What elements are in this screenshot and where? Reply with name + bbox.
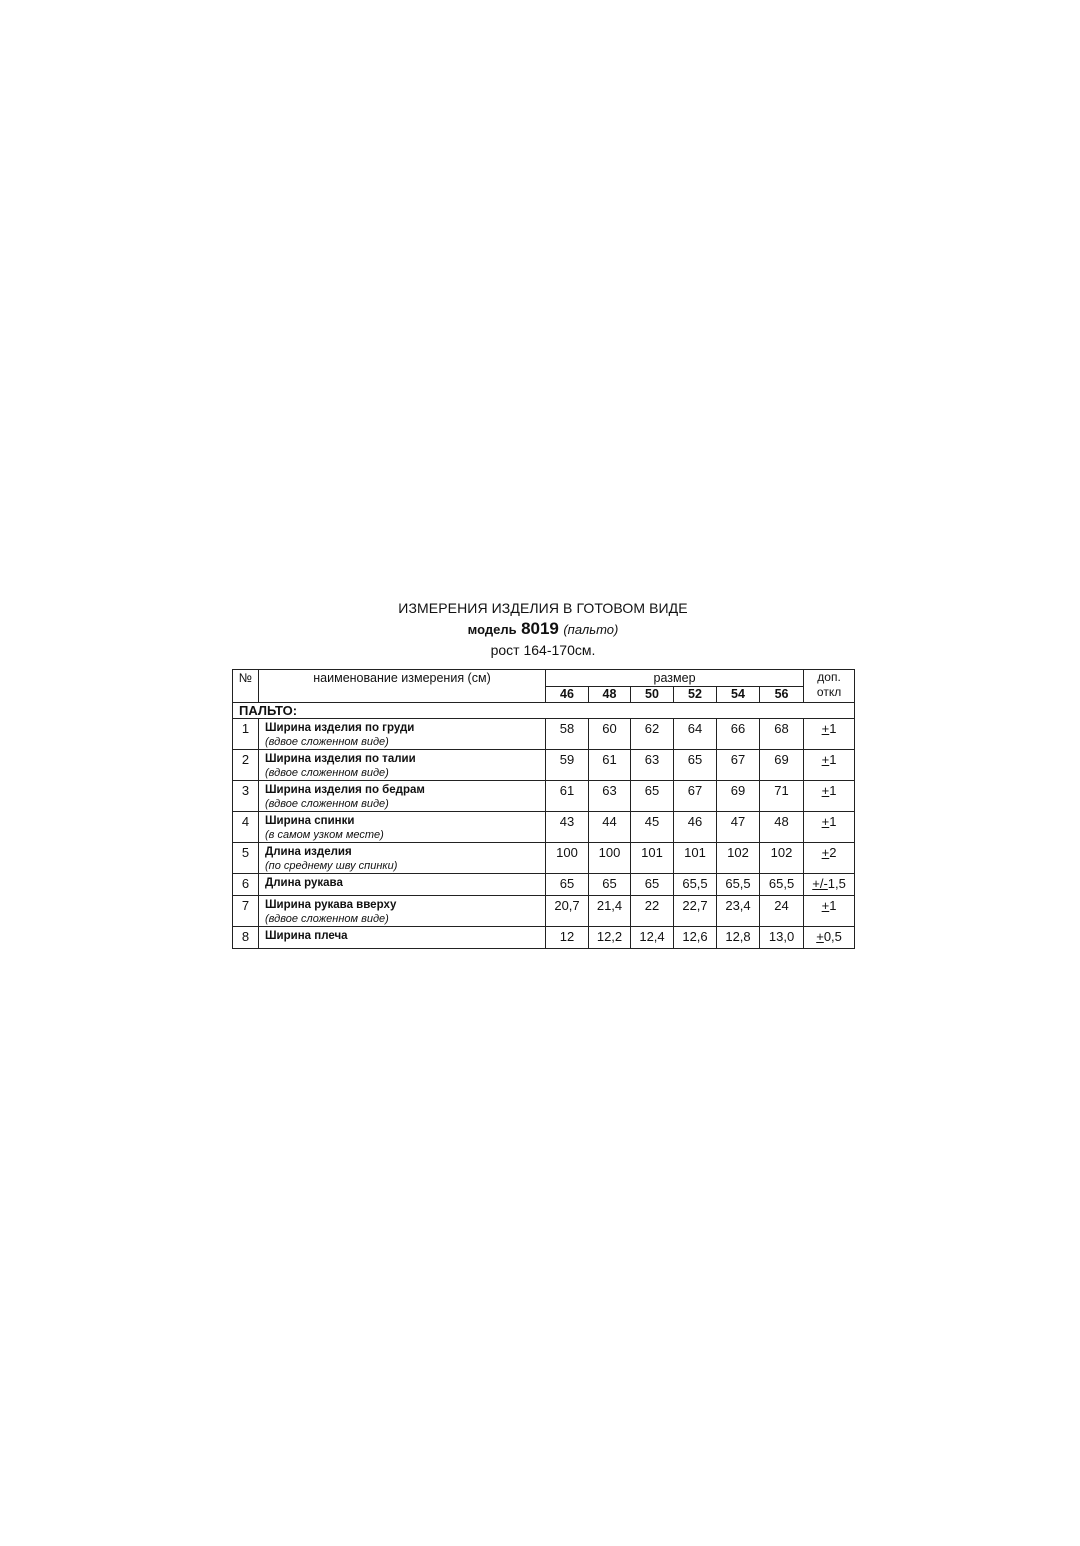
size-value: 22,7 (674, 896, 717, 927)
col-tolerance-header (804, 670, 855, 703)
size-value: 61 (589, 750, 631, 781)
size-value: 65 (546, 874, 589, 896)
tolerance-cell (804, 927, 855, 949)
size-value: 102 (717, 843, 760, 874)
size-value: 65 (674, 750, 717, 781)
measurement-name: Ширина изделия по талии (265, 753, 416, 765)
row-number: 4 (233, 812, 259, 843)
size-value: 61 (546, 781, 589, 812)
size-header: 46 (546, 687, 589, 703)
document-header (232, 598, 854, 659)
measurement-name-cell (259, 874, 546, 896)
tolerance-sign: + (821, 845, 830, 860)
measurement-name-cell (259, 750, 546, 781)
tolerance-cell (804, 719, 855, 750)
size-value: 47 (717, 812, 760, 843)
size-value: 12 (546, 927, 589, 949)
row-number: 6 (233, 874, 259, 896)
tolerance-sign: + (821, 721, 830, 736)
size-value: 59 (546, 750, 589, 781)
row-number: 5 (233, 843, 259, 874)
size-value: 69 (717, 781, 760, 812)
row-number: 8 (233, 927, 259, 949)
tolerance-cell (804, 812, 855, 843)
tolerance-value: 1 (829, 783, 837, 798)
size-value: 71 (760, 781, 804, 812)
size-value: 43 (546, 812, 589, 843)
size-value: 64 (674, 719, 717, 750)
tolerance-cell (804, 843, 855, 874)
size-value: 101 (631, 843, 674, 874)
size-value: 68 (760, 719, 804, 750)
size-value: 65,5 (717, 874, 760, 896)
tolerance-value: 2 (829, 845, 837, 860)
tolerance-value: 1 (829, 814, 837, 829)
size-header: 54 (717, 687, 760, 703)
table-row (233, 812, 855, 843)
tolerance-sign: + (821, 783, 830, 798)
model-line (232, 618, 854, 641)
tolerance-cell (804, 781, 855, 812)
measurement-name-cell (259, 927, 546, 949)
measurement-note: (вдвое сложенном виде) (265, 736, 389, 748)
size-header: 52 (674, 687, 717, 703)
tolerance-header-line1: доп. (817, 670, 841, 684)
size-value: 23,4 (717, 896, 760, 927)
header-row-1 (233, 670, 855, 687)
measurement-name: Ширина плеча (265, 930, 348, 942)
size-value: 46 (674, 812, 717, 843)
size-value: 12,4 (631, 927, 674, 949)
size-value: 12,8 (717, 927, 760, 949)
measurement-name-cell (259, 896, 546, 927)
size-value: 101 (674, 843, 717, 874)
tolerance-value: 1 (829, 721, 837, 736)
size-table (232, 669, 855, 949)
measurement-name: Ширина спинки (265, 815, 355, 827)
section-label: ПАЛЬТО: (233, 703, 855, 719)
tolerance-sign: +/- (812, 876, 828, 891)
tolerance-cell (804, 750, 855, 781)
table-row (233, 719, 855, 750)
table-row (233, 843, 855, 874)
size-value: 24 (760, 896, 804, 927)
size-value: 60 (589, 719, 631, 750)
size-value: 12,2 (589, 927, 631, 949)
table-row (233, 896, 855, 927)
size-value: 44 (589, 812, 631, 843)
size-value: 22 (631, 896, 674, 927)
measurement-name-cell (259, 843, 546, 874)
size-value: 67 (717, 750, 760, 781)
measurement-name-cell (259, 781, 546, 812)
tolerance-sign: + (816, 929, 824, 944)
size-value: 69 (760, 750, 804, 781)
measurement-name-cell (259, 812, 546, 843)
size-value: 58 (546, 719, 589, 750)
measurement-note: (по среднему шву спинки) (265, 860, 398, 872)
row-number: 1 (233, 719, 259, 750)
row-number: 7 (233, 896, 259, 927)
tolerance-value: 1 (829, 752, 837, 767)
row-number: 3 (233, 781, 259, 812)
model-number: 8019 (521, 619, 559, 638)
size-header: 48 (589, 687, 631, 703)
size-value: 63 (631, 750, 674, 781)
size-value: 12,6 (674, 927, 717, 949)
size-header: 56 (760, 687, 804, 703)
tolerance-header-line2: откл (816, 685, 842, 699)
table-row (233, 874, 855, 896)
section-row (233, 703, 855, 719)
size-value: 65 (631, 781, 674, 812)
tolerance-value: 1 (829, 898, 837, 913)
size-value: 63 (589, 781, 631, 812)
size-value: 100 (546, 843, 589, 874)
measurement-note: (вдвое сложенном виде) (265, 913, 389, 925)
tolerance-cell (804, 896, 855, 927)
size-value: 65 (589, 874, 631, 896)
tolerance-value: 1,5 (827, 876, 846, 891)
measurement-name: Ширина рукава вверху (265, 899, 397, 911)
size-value: 65,5 (760, 874, 804, 896)
size-value: 102 (760, 843, 804, 874)
model-note: (пальто) (563, 622, 619, 637)
table-row (233, 750, 855, 781)
measurement-name: Ширина изделия по бедрам (265, 784, 425, 796)
size-value: 65,5 (674, 874, 717, 896)
measurement-note: (вдвое сложенном виде) (265, 767, 389, 779)
tolerance-value: 0,5 (823, 929, 842, 944)
col-size-header: размер (546, 670, 804, 687)
size-value: 66 (717, 719, 760, 750)
size-value: 45 (631, 812, 674, 843)
table-row (233, 927, 855, 949)
tolerance-cell (804, 874, 855, 896)
measurement-name: Длина изделия (265, 846, 352, 858)
size-value: 13,0 (760, 927, 804, 949)
measurement-note: (в самом узком месте) (265, 829, 384, 841)
measurement-note: (вдвое сложенном виде) (265, 798, 389, 810)
size-value: 62 (631, 719, 674, 750)
document-title: ИЗМЕРЕНИЯ ИЗДЕЛИЯ В ГОТОВОМ ВИДЕ (398, 600, 688, 616)
height-range: рост 164-170см. (490, 642, 596, 658)
model-label: модель (467, 622, 517, 637)
size-value: 21,4 (589, 896, 631, 927)
size-value: 48 (760, 812, 804, 843)
tolerance-sign: + (821, 752, 830, 767)
tolerance-sign: + (821, 814, 830, 829)
col-name-header: наименование измерения (см) (259, 670, 546, 703)
size-value: 20,7 (546, 896, 589, 927)
measurement-name: Длина рукава (265, 877, 343, 889)
row-number: 2 (233, 750, 259, 781)
size-value: 100 (589, 843, 631, 874)
size-header: 50 (631, 687, 674, 703)
size-value: 67 (674, 781, 717, 812)
size-value: 65 (631, 874, 674, 896)
tolerance-sign: + (821, 898, 830, 913)
measurement-name-cell (259, 719, 546, 750)
table-row (233, 781, 855, 812)
col-no-header: № (233, 670, 259, 703)
measurement-name: Ширина изделия по груди (265, 722, 415, 734)
